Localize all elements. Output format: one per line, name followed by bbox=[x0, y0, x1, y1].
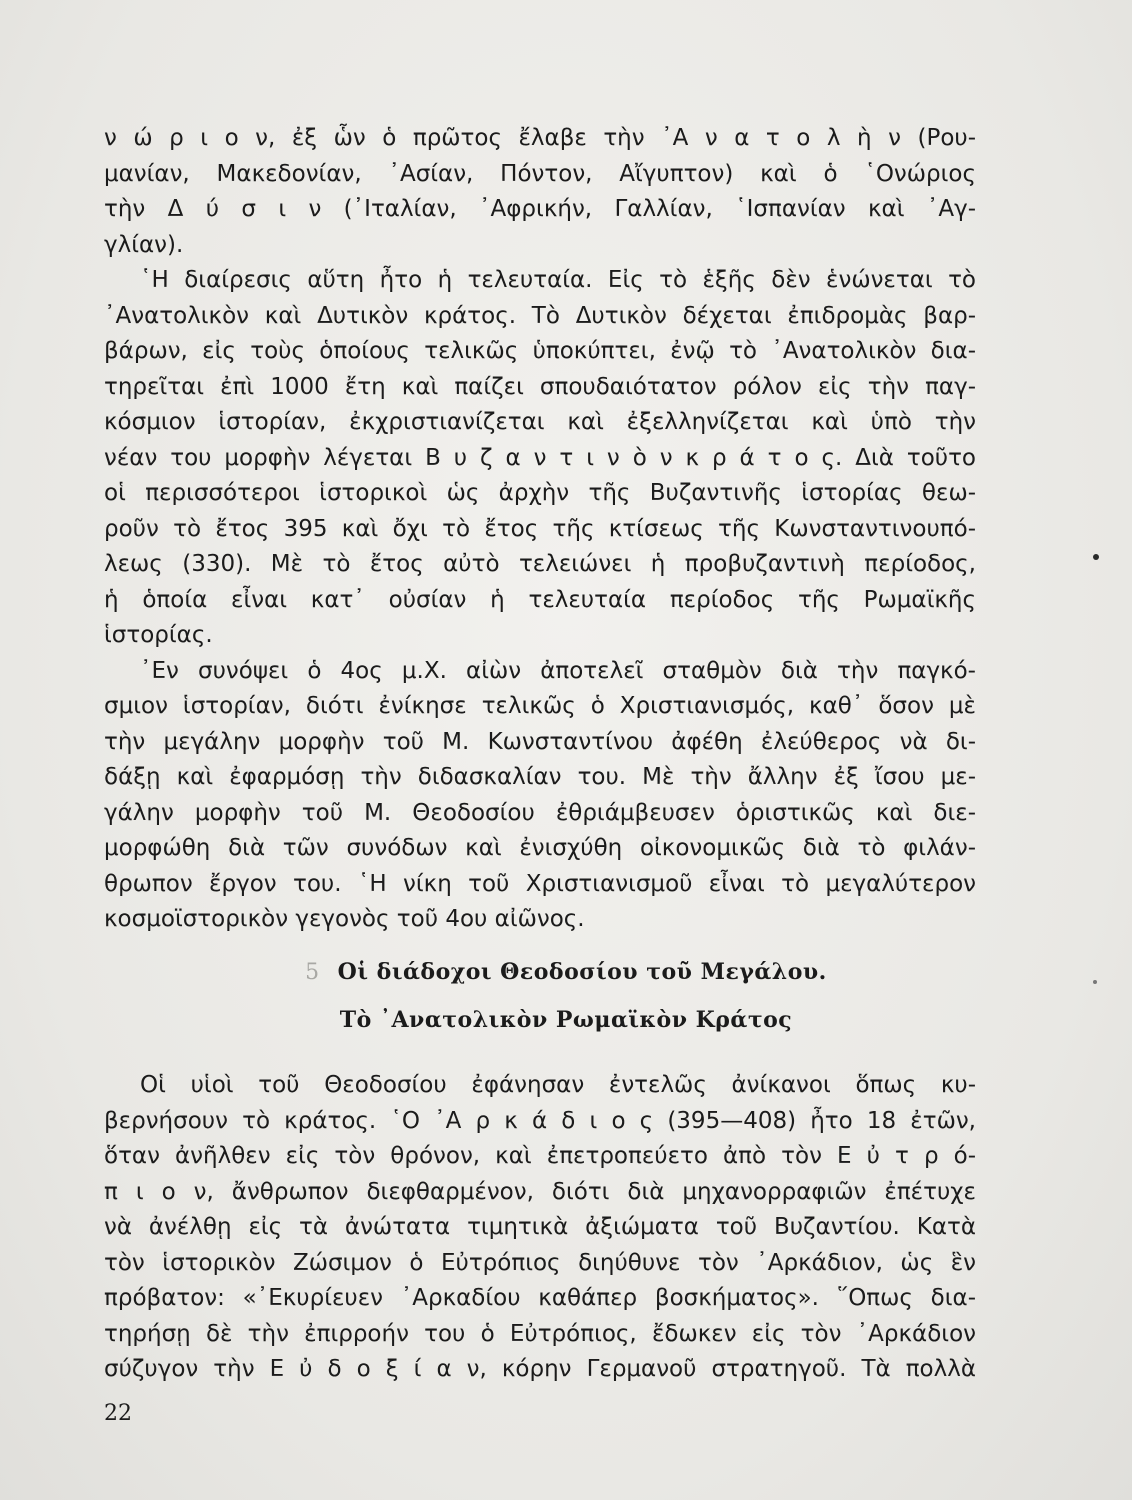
text-line: γλίαν). bbox=[104, 231, 184, 258]
text-line: τὴν μεγάλην μορφὴν τοῦ Μ. Κωνσταντίνου ἀφέθη ἐλεύθερος νὰ δι- bbox=[104, 728, 976, 755]
text-line: νὰ ἀνέλθῃ εἰς τὰ ἀνώτατα τιμητικὰ ἀξιώματα τοῦ Βυζαντίου. Κατὰ bbox=[104, 1214, 976, 1240]
text-line: τὴν Δ ύ σ ι ν (᾿Ιταλίαν, ᾿Αφρικήν, Γαλλίαν, ῾Ισπανίαν καὶ ᾿Αγ- bbox=[104, 196, 976, 222]
text-line: γάλην μορφὴν τοῦ Μ. Θεοδοσίου ἐθριάμβευσεν ὁριστικῶς καὶ διε- bbox=[104, 799, 976, 826]
text-line: λεως (330). Μὲ τὸ ἔτος αὐτὸ τελειώνει ἡ προβυζαντινὴ περίοδος, bbox=[104, 551, 976, 577]
text-line: τὸν ἱστορικὸν Ζώσιμον ὁ Εὐτρόπιος διηύθυνε τὸν ᾿Αρκάδιον, ὡς ἓν bbox=[104, 1249, 976, 1276]
section-heading bbox=[0, 959, 1132, 985]
margin-mark bbox=[1093, 554, 1099, 560]
text-line: σύζυγον τὴν Ε ὐ δ ο ξ ί α ν, κόρην Γερμανοῦ στρατηγοῦ. Τὰ πολλὰ bbox=[104, 1356, 976, 1382]
text-line: μορφώθη διὰ τῶν συνόδων καὶ ἐνισχύθη οἰκονομικῶς διὰ τὸ φιλάν- bbox=[104, 835, 976, 861]
section-title-line-1: Οἱ διάδοχοι Θεοδοσίου τοῦ Μεγάλου. bbox=[337, 959, 827, 985]
text-line: κοσμοϊστορικὸν γεγονὸς τοῦ 4ου αἰῶνος. bbox=[104, 906, 585, 932]
text-line: ἡ ὁποία εἶναι κατ᾿ οὐσίαν ἡ τελευταία περίοδος τῆς Ρωμαϊκῆς bbox=[104, 586, 976, 613]
text-line: ᾿Εν συνόψει ὁ 4ος μ.Χ. αἰὼν ἀποτελεῖ σταθμὸν διὰ τὴν παγκό- bbox=[140, 657, 976, 684]
main-text-block bbox=[104, 121, 976, 938]
text-line: μανίαν, Μακεδονίαν, ᾿Ασίαν, Πόντον, Αἴγυπτον) καὶ ὁ ῾Ονώριος bbox=[104, 160, 976, 187]
text-line: ν ώ ρ ι ο ν, ἐξ ὧν ὁ πρῶτος ἔλαβε τὴν ᾿Α ν α τ ο λ ὴ ν (Ρου- bbox=[104, 125, 976, 151]
text-line: κόσμιον ἱστορίαν, ἐκχριστιανίζεται καὶ ἐξελληνίζεται καὶ ὑπὸ τὴν bbox=[104, 409, 976, 435]
text-line: πρόβατον: «᾿Εκυρίευεν ᾿Αρκαδίου καθάπερ βοσκήματος». ῞Οπως δια- bbox=[104, 1285, 976, 1311]
text-line: ὅταν ἀνῆλθεν εἰς τὸν θρόνον, καὶ ἐπετροπεύετο ἀπὸ τὸν Ε ὐ τ ρ ό- bbox=[104, 1143, 976, 1169]
text-line: ροῦν τὸ ἔτος 395 καὶ ὄχι τὸ ἔτος τῆς κτίσεως τῆς Κωνσταντινουπό- bbox=[104, 515, 976, 542]
text-line: τηρεῖται ἐπὶ 1000 ἔτη καὶ παίζει σπουδαιότατον ρόλον εἰς τὴν παγ- bbox=[104, 373, 976, 400]
text-line: βερνήσουν τὸ κράτος. ῾Ο ᾿Α ρ κ ά δ ι ο ς (395—408) ἦτο 18 ἐτῶν, bbox=[104, 1107, 976, 1134]
text-line: θρωπον ἔργον του. ῾Η νίκη τοῦ Χριστιανισμοῦ εἶναι τὸ μεγαλύτερον bbox=[104, 870, 976, 897]
section-text-block bbox=[104, 1068, 976, 1388]
text-line: νέαν του μορφὴν λέγεται Β υ ζ α ν τ ι ν ὸ ν κ ρ ά τ ο ς. Διὰ τοῦτο bbox=[104, 444, 976, 471]
text-line: σμιον ἱστορίαν, διότι ἐνίκησε τελικῶς ὁ Χριστιανισμός, καθ᾿ ὅσον μὲ bbox=[104, 693, 976, 719]
section-title-line-2: Τὸ ᾿Ανατολικὸν Ρωμαϊκὸν Κράτος bbox=[339, 1007, 793, 1033]
text-line: τηρήσῃ δὲ τὴν ἐπιρροήν του ὁ Εὐτρόπιος, ἔδωκεν εἰς τὸν ᾿Αρκάδιον bbox=[104, 1320, 976, 1347]
text-line: ᾿Ανατολικὸν καὶ Δυτικὸν κράτος. Τὸ Δυτικὸν δέχεται ἐπιδρομὰς βαρ- bbox=[104, 302, 976, 329]
text-line: οἱ περισσότεροι ἱστορικοὶ ὡς ἀρχὴν τῆς Βυζαντινῆς ἱστορίας θεω- bbox=[104, 480, 976, 506]
section-subheading bbox=[0, 1007, 1132, 1033]
margin-mark bbox=[1093, 980, 1097, 984]
section-number: 5 bbox=[305, 960, 320, 985]
page-number: 22 bbox=[104, 1401, 132, 1426]
text-line: ῾Η διαίρεσις αὕτη ἦτο ἡ τελευταία. Εἰς τὸ ἑξῆς δὲν ἑνώνεται τὸ bbox=[140, 267, 976, 293]
text-line: βάρων, εἰς τοὺς ὁποίους τελικῶς ὑποκύπτει, ἐνῷ τὸ ᾿Ανατολικὸν δια- bbox=[104, 338, 976, 364]
text-line: Οἱ υἱοὶ τοῦ Θεοδοσίου ἐφάνησαν ἐντελῶς ἀνίκανοι ὅπως κυ- bbox=[140, 1072, 976, 1098]
text-line: δάξῃ καὶ ἐφαρμόσῃ τὴν διδασκαλίαν του. Μὲ τὴν ἄλλην ἐξ ἴσου με- bbox=[104, 764, 976, 790]
text-line: ἱστορίας. bbox=[104, 622, 213, 648]
text-line: π ι ο ν, ἄνθρωπον διεφθαρμένον, διότι διὰ μηχανορραφιῶν ἐπέτυχε bbox=[104, 1178, 976, 1205]
